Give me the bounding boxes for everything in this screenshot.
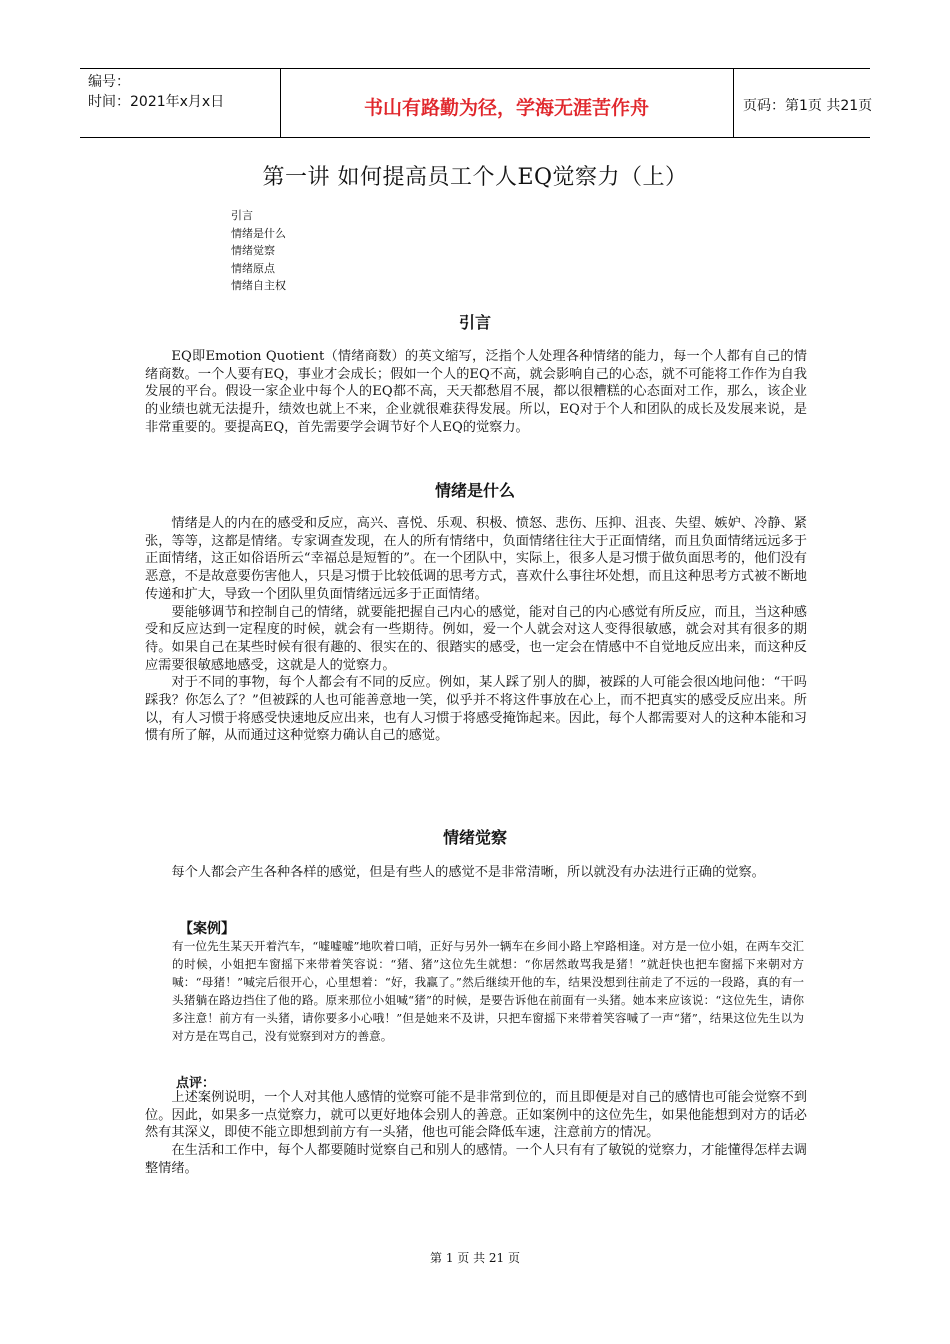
awareness-body: [145, 864, 807, 882]
toc-item: 情绪原点: [231, 261, 275, 275]
section-heading-what: 情绪是什么: [434, 481, 515, 500]
paragraph: 每个人都会产生各种各样的感觉，但是有些人的感觉不是非常清晰，所以就没有办法进行正确的觉察。: [171, 865, 765, 880]
document-date: 时间：2021年x月x日: [88, 94, 225, 110]
toc-item: 引言: [231, 209, 253, 222]
document-number-label: 编号：: [88, 74, 130, 90]
header-motto-cell: [280, 69, 734, 137]
what-body: [145, 515, 807, 745]
document-header: [80, 68, 873, 138]
paragraph: 对于不同的事物，每个人都会有不同的反应。例如，某人踩了别人的脚，被踩的人可能会很凶地问他：“干吗踩我？你怎么了？”但被踩的人也可能善意地一笑，似乎并不将这件事放在心上，而不把真实的感受反应出来。所以，有人习惯于将感受快速地反应出来，也有人习惯于将感受掩饰起来。因此，每个人都需要对人的这种本能和习惯有所了解，从而通过这种觉察力确认自己的感觉。: [145, 675, 807, 744]
section-heading-awareness: 情绪觉察: [442, 828, 507, 847]
paragraph: 要能够调节和控制自己的情绪，就要能把握自己内心的感觉，能对自己的内心感觉有所反应，而且，当这种感受和反应达到一定程度的时候，就会有一些期待。例如，爱一个人就会对这人变得很敏感，就会对其有很多的期待。如果自己在某些时候有很有趣的、很实在的、很踏实的感受，也一定会在情感中不自觉地反应出来，而这种反应需要很敏感地感受，这就是人的觉察力。: [145, 604, 807, 673]
toc-item: 情绪是什么: [231, 226, 286, 240]
paragraph: 上述案例说明，一个人对其他人感情的觉察可能不是非常到位的，而且即便是对自己的感情也可能会觉察不到位。因此，如果多一点觉察力，就可以更好地体会别人的善意。正如案例中的这位先生，如果他能想到对方的话必然有其深义，即使不能立即想到前方有一头猪，他也可能会降低车速，注意前方的情况。: [145, 1090, 807, 1141]
header-page-info: 页码：第1页 共21页: [743, 98, 873, 114]
section-heading-intro: 引言: [458, 313, 491, 332]
comment-heading: 点评：: [176, 1076, 216, 1091]
header-motto: 书山有路勤为径，学海无涯苦作舟: [363, 97, 649, 119]
toc-item: 情绪觉察: [231, 244, 275, 257]
toc-item: 情绪自主权: [231, 279, 286, 292]
page-footer: 第 1 页 共 21 页: [430, 1251, 520, 1265]
case-heading: 【案例】: [179, 921, 235, 937]
intro-body: [145, 348, 807, 437]
lecture-title: 第一讲 如何提高员工个人EQ觉察力（上）: [262, 165, 688, 190]
comment-body: [145, 1089, 807, 1178]
header-left-cell: [80, 69, 281, 137]
header-page-cell: [733, 69, 873, 137]
case-text: 有一位先生某天开着汽车，“嘘嘘嘘”地吹着口哨，正好与另外一辆车在乡间小路上窄路相逢。对方是一位小姐，在两车交汇的时候，小姐把车窗摇下来带着笑容说：“猪、猪”这位先生就想：“你居然敢骂我是猪！”就赶快也把车窗摇下来朝对方喊：“母猪！”喊完后很开心，心里想着：“好，我赢了。”然后继续开他的车，结果没想到往前走了不远的一段路，真的有一头猪躺在路边挡住了他的路。原来那位小姐喊“猪”的时候，是要告诉他在前面有一头猪。她本来应该说：“这位先生，请你多注意！前方有一头猪，请你要多小心哦！”但是她来不及讲，只把车窗摇下来带着笑容喊了一声“猪”，结果这位先生以为对方是在骂自己，没有觉察到对方的善意。: [172, 939, 804, 1043]
paragraph: EQ即Emotion Quotient（情绪商数）的英文缩写，泛指个人处理各种情绪的能力，每一个人都有自己的情绪商数。一个人要有EQ，事业才会成长；假如一个人的EQ不高，就会影响自己的心态，就不可能将工作作为自我发展的平台。假设一家企业中每个人的EQ都不高，天天都愁眉不展，都以很糟糕的心态面对工作，那么，该企业的业绩也就无法提升，绩效也就上不来，企业就很难获得发展。所以，EQ对于个人和团队的成长及发展来说，是非常重要的。要提高EQ，首先需要学会调节好个人EQ的觉察力。: [145, 349, 807, 435]
paragraph: 情绪是人的内在的感受和反应，高兴、喜悦、乐观、积极、愤怒、悲伤、压抑、沮丧、失望、嫉妒、冷静、紧张，等等，这都是情绪。专家调查发现，在人的所有情绪中，负面情绪往往大于正面情绪，而且负面情绪远远多于正面情绪，这正如俗语所云“幸福总是短暂的”。在一个团队中，实际上，很多人是习惯于做负面思考的，他们没有恶意，不是故意要伤害他人，只是习惯于比较低调的思考方式，喜欢什么事往坏处想，而且这种思考方式被不断地传递和扩大，导致一个团队里负面情绪远远多于正面情绪。: [145, 516, 807, 602]
table-of-contents: [231, 207, 286, 295]
case-body: [172, 937, 804, 1045]
paragraph: 在生活和工作中，每个人都要随时觉察自己和别人的感情。一个人只有有了敏锐的觉察力，才能懂得怎样去调整情绪。: [145, 1143, 807, 1176]
